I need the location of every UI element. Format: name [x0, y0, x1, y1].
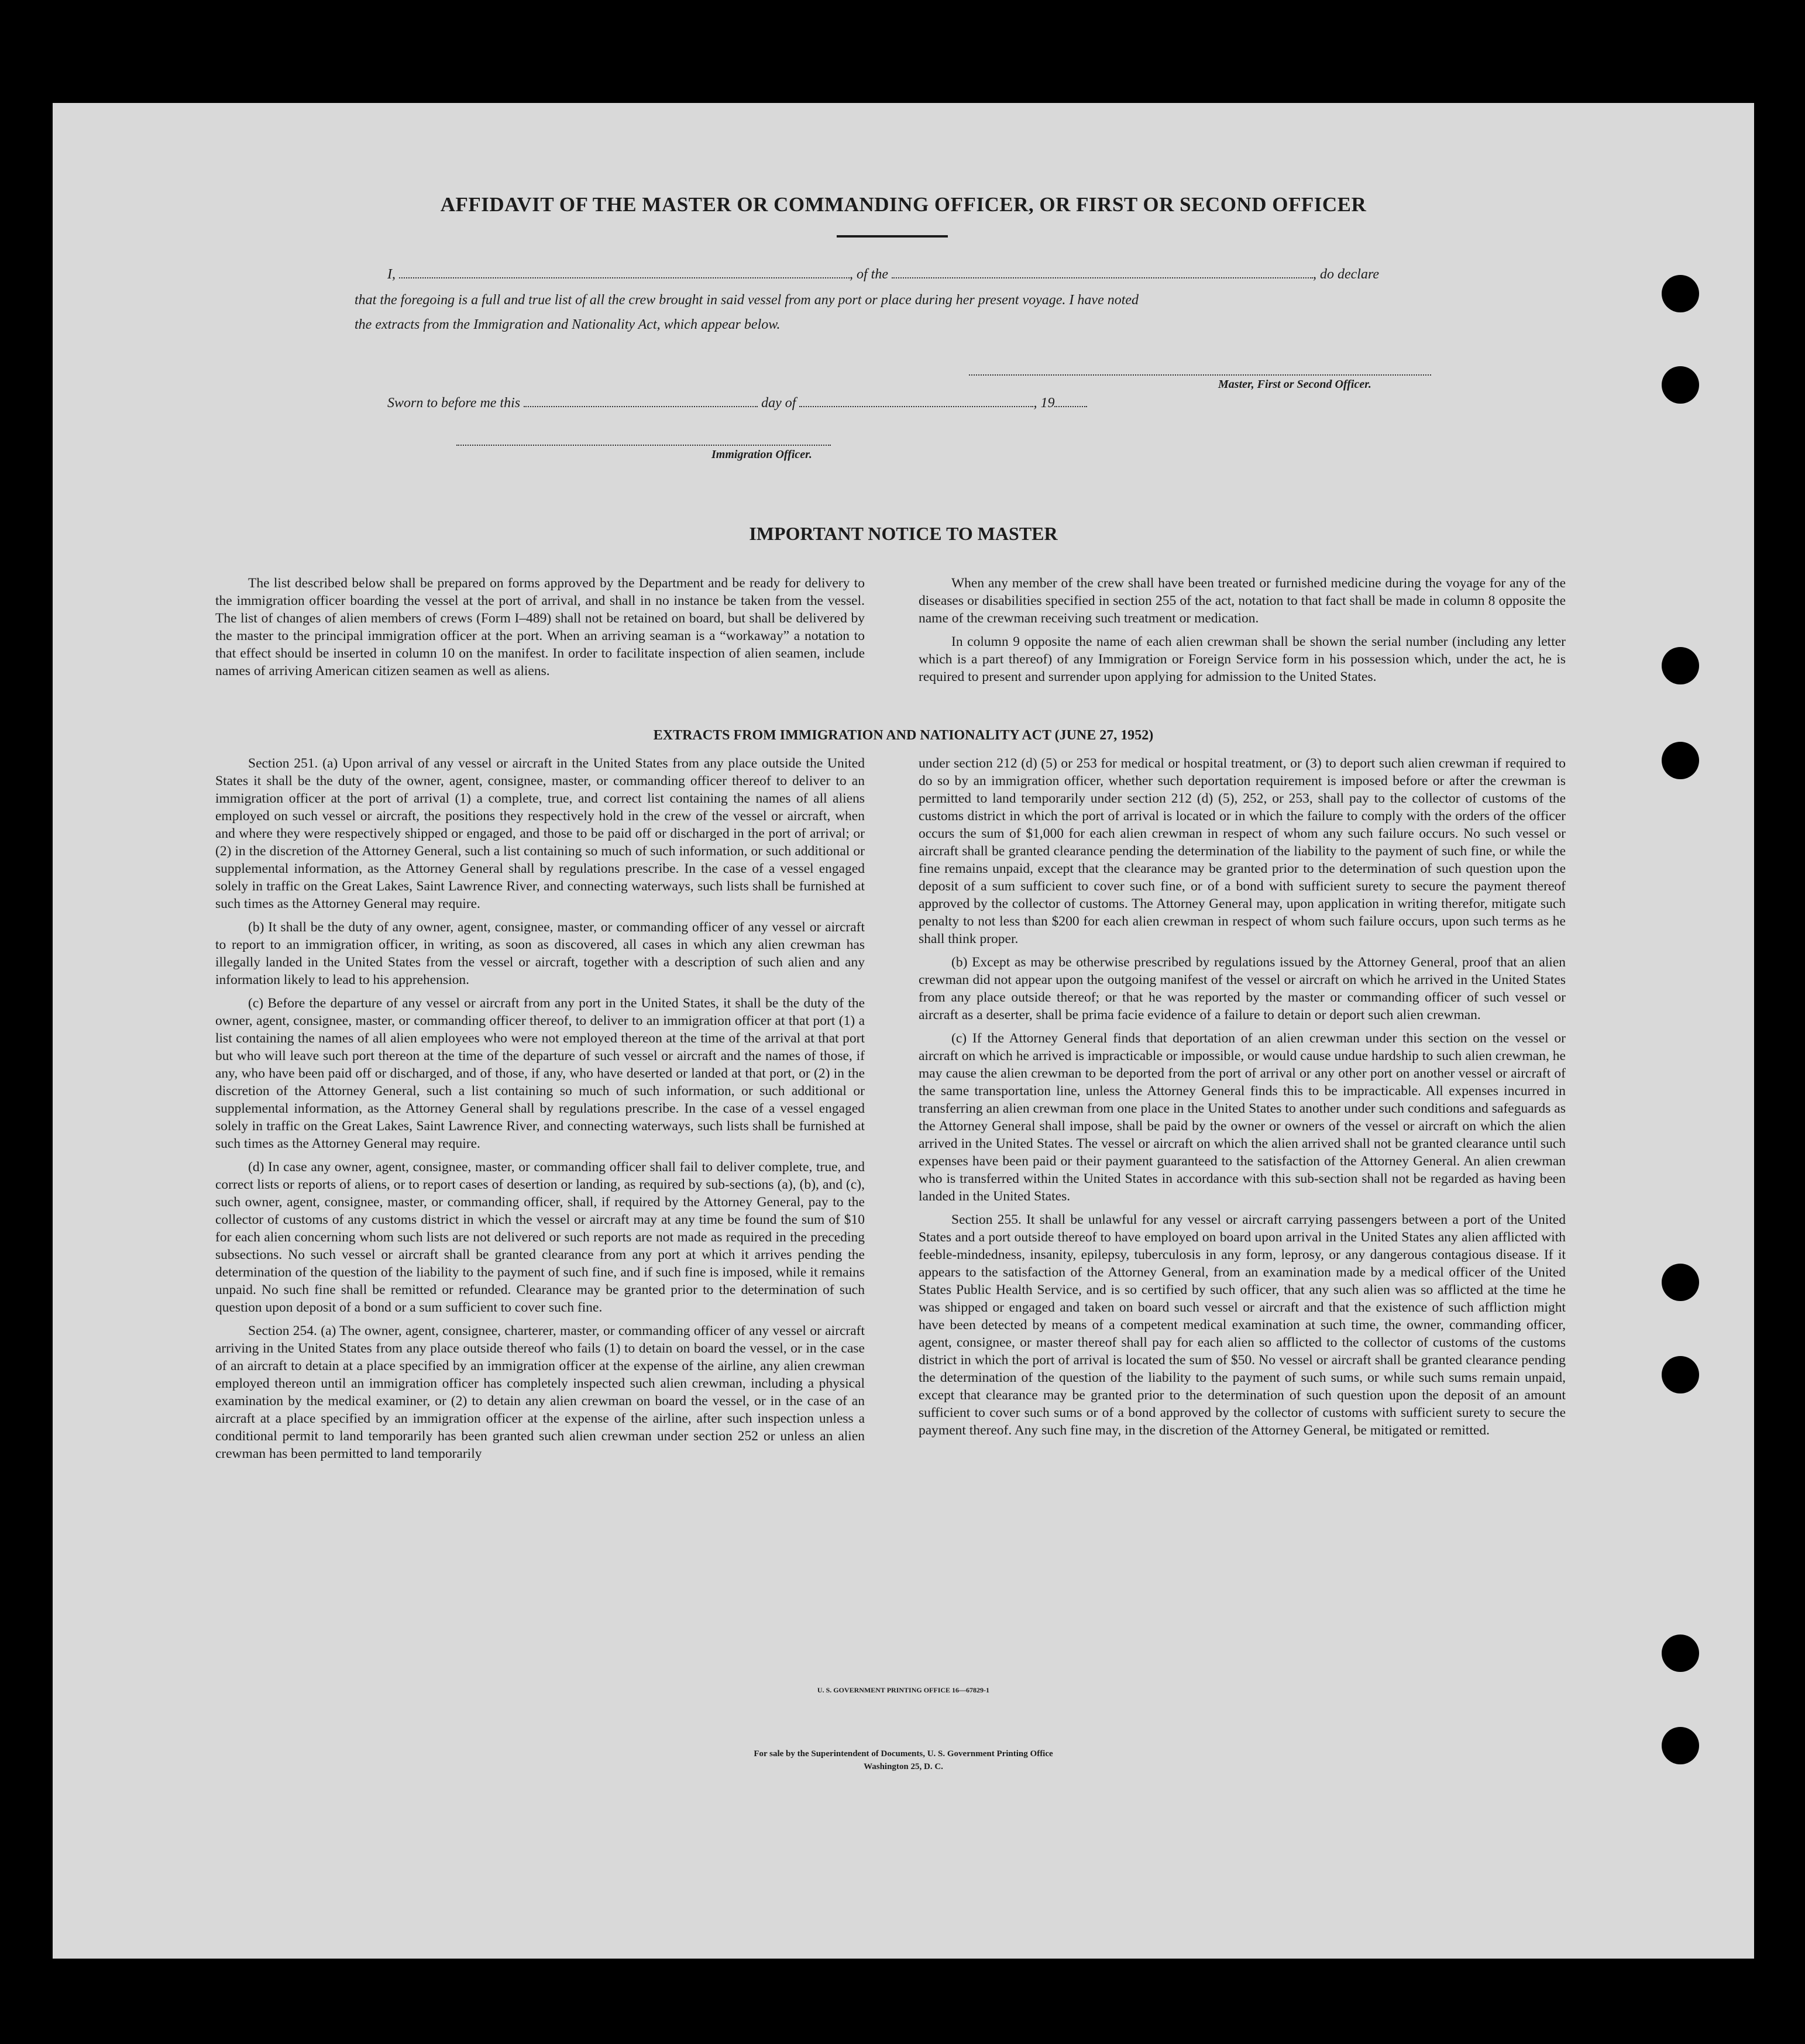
punch-hole — [1662, 275, 1699, 312]
extract-section-254-c: (c) If the Attorney General finds that deportation of an alien crewman under this section on the vessel or aircraft on which he arrived is impracticable or impossible, or would cause undue hardship to such alien crewman, he may cause the alien crewman to be deported from the port of arrival or any other port on another vessel or aircraft of the same transportation line, unless the Attorney General finds this to be impracticable. All expenses incurred in transferring an alien crewman from one place in the United States to another under such conditions and safeguards as the Attorney General shall impose, shall be paid by the owner or owners of the vessel or aircraft on which the alien arrived in the United States. The vessel or aircraft on which the alien arrived shall not be granted clearance until such expenses have been paid or their payment guaranteed to the satisfaction of the Attorney General. An alien crewman who is transferred within the United States in accordance with this sub-section shall not be regarded as having been landed in the United States. — [919, 1031, 1566, 1204]
do-declare-label: , do declare — [1313, 267, 1380, 282]
extract-section-251-c: (c) Before the departure of any vessel or aircraft from any port in the United States, it shall be the duty of the owner, agent, consignee, master, or commanding officer thereof, to deliver to an immigration officer at that port (1) a list containing the names of all alien employees who were not employed thereon at the time of the arrival at that port but who will leave such port thereon at the time of the departure of such vessel or aircraft and the names of those, if any, who have been paid off or discharged, and of those, if any, who have deserted or landed at that port, or (2) in the discretion of the Attorney General, such a list containing so much of such information, or such additional or supplemental information, as the Attorney General shall by regulations prescribe. In the case of a vessel engaged solely in traffic on the Great Lakes, Saint Lawrence River, and connecting waterways, such lists shall be furnished at such times as the Attorney General may require. — [215, 996, 865, 1151]
extract-section-255: Section 255. It shall be unlawful for any vessel or aircraft carrying passengers between a port of the United States and a port outside thereof to have employed on board upon arrival in the United States any alien afflicted with feeble-mindedness, insanity, epilepsy, tuberculosis in any form, leprosy, or any dangerous contagious disease. If it appears to the satisfaction of the Attorney General, from an examination made by a medical officer of the United States Public Health Service, and is so certified by such officer, that any such alien was so afflicted at the time he was shipped or engaged and taken on board such vessel or aircraft and that the existence of such affliction might have been detected by means of a competent medical examination at such time, the owner, commanding officer, agent, consignee, or master thereof shall pay for each alien so afflicted to the collector of customs of the customs district in which the port of arrival is located the sum of $50. No vessel or aircraft shall be granted clearance pending the determination of the question of the liability to the payment of such sums, or while such sums remain unpaid, except that clearance may be granted prior to the determination of such question upon the deposit of an amount sufficient to cover such sums or of a bond approved by the collector of customs with sufficient surety to secure the payment thereof. Any such fine may, in the discretion of the Attorney General, be mitigated or remitted. — [919, 1212, 1566, 1438]
vessel-field[interactable] — [892, 267, 1313, 278]
sale-notice-line-1: For sale by the Superintendent of Documents, U. S. Government Printing Office — [754, 1749, 1053, 1759]
sworn-label: Sworn to before me this — [387, 395, 521, 411]
extract-section-251-b: (b) It shall be the duty of any owner, agent, consignee, master, or commanding officer of any vessel or aircraft to report to an immigration officer, in writing, as soon as discovered, all cases in which any alien crewman has illegally landed in the United States from the vessel or aircraft, together with a description of such alien and any information likely to lead to his apprehension. — [215, 920, 865, 987]
year-label: , 19 — [1033, 395, 1055, 411]
extract-section-251-a: Section 251. (a) Upon arrival of any vessel or aircraft in the United States from any place outside the United States it shall be the duty of the owner, agent, consignee, master, or commanding officer thereof to deliver to an immigration officer at the port of arrival (1) a complete, true, and correct list containing the names of all aliens employed on such vessel or aircraft, the positions they respectively hold in the crew of the vessel or aircraft, when and where they were respectively shipped or engaged, and those to be paid off or discharged in the port of arrival; or (2) in the discretion of the Attorney General, such a list containing so much of such information, or such additional or supplemental information, as the Attorney General shall by regulations prescribe. In the case of a vessel engaged solely in traffic on the Great Lakes, Saint Lawrence River, and connecting waterways, such lists shall be furnished at such times as the Attorney General may require. — [215, 756, 865, 911]
punch-hole — [1662, 366, 1699, 404]
immigration-officer-signature-line[interactable] — [456, 445, 831, 446]
punch-hole — [1662, 1356, 1699, 1393]
notice-right-paragraph-2: In column 9 opposite the name of each alien crewman shall be shown the serial number (including any letter which is a part thereof) of any Immigration or Foreign Service form in his possession which, under the act, he is required to present and surrender upon applying for admission to the United States. — [919, 634, 1566, 684]
declaration-line — [387, 267, 1440, 283]
extract-section-251-d: (d) In case any owner, agent, consignee, master, or commanding officer shall fail to deliver complete, true, and correct lists or reports of aliens, or to report cases of desertion or landing, as required by sub-sections (a), (b), and (c), such owner, agent, consignee, master, or commanding officer, shall, if required by the Attorney General, pay to the collector of customs of any customs district in which the vessel or aircraft may at any time be found the sum of $10 for each alien concerning whom such lists are not delivered or such reports are not made as required in the preceding subsections. No such vessel or aircraft shall be granted clearance from any port at which it arrives pending the determination of the question of the liability to the payment of such fine, and if such fine is imposed, while it remains unpaid. No such fine shall be remitted or refunded. Clearance may be granted prior to the determination of such question upon deposit of a bond or a sum sufficient to cover such fine. — [215, 1159, 865, 1315]
declaration-statement-1: that the foregoing is a full and true list of all the crew brought in said vessel from any port or place during her present voyage. I have noted — [355, 293, 1139, 308]
extracts-right-column — [919, 755, 1566, 1445]
sworn-year-field[interactable] — [1054, 395, 1087, 407]
form-page — [53, 103, 1754, 1959]
notice-right-paragraph-1: When any member of the crew shall have been treated or furnished medicine during the voyage for any of the diseases or disabilities specified in section 255 of the act, notation to that fact shall be made in column 8 opposite the name of the crewman receiving such treatment or medication. — [919, 576, 1566, 626]
i-label: I, — [387, 267, 396, 282]
punch-hole — [1662, 647, 1699, 684]
affidavit-title: AFFIDAVIT OF THE MASTER OR COMMANDING OFFICER, OR FIRST OR SECOND OFFICER — [440, 193, 1367, 216]
sale-notice-line-2: Washington 25, D. C. — [864, 1762, 943, 1771]
sworn-day-field[interactable] — [524, 395, 758, 407]
master-signature-line[interactable] — [969, 374, 1431, 376]
punch-hole — [1662, 1264, 1699, 1301]
notice-left-column — [215, 574, 865, 686]
extract-section-254-a-cont: under section 212 (d) (5) or 253 for medical or hospital treatment, or (3) to deport such alien crewman if required to do so by an immigration officer, whether such deportation requirement is imposed before or after the crewman is permitted to land temporarily under section 212 (d) (5), 252, or 253, shall pay to the collector of customs of the customs district in which the port of arrival is located or in which the failure to comply with the orders of the officer occurs the sum of $1,000 for each alien crewman in respect of whom any such failure occurs. No such vessel or aircraft shall be granted clearance pending the determination of the liability to the payment of such fine, or while the fine remains unpaid, except that the clearance may be granted prior to the determination of such question upon the deposit of a sum sufficient to cover such fine, or of a bond with sufficient surety to secure the payment thereof approved by the collector of customs. The Attorney General may, upon application in writing therefor, mitigate such penalty to not less than $200 for each alien crewman in respect of whom such failure occurs, upon such terms as he shall think proper. — [919, 756, 1566, 947]
title-rule — [837, 235, 948, 238]
extracts-left-column — [215, 755, 865, 1468]
punch-hole — [1662, 742, 1699, 779]
sworn-month-field[interactable] — [799, 395, 1033, 407]
sworn-line — [387, 395, 1087, 411]
master-signature-label: Master, First or Second Officer. — [1218, 378, 1371, 391]
name-field[interactable] — [399, 267, 850, 278]
extract-section-254-a: Section 254. (a) The owner, agent, consignee, charterer, master, or commanding officer of any vessel or aircraft arriving in the United States from any place outside thereof who fails (1) to detain on board the vessel, or in the case of an aircraft to detain at a place specified by an immigration officer at the expense of the airline, any alien crewman employed thereon until an immigration officer has completely inspected such alien crewman, including a physical examination by the medical examiner, or (2) to detain any alien crewman on board the vessel, or in the case of an aircraft at a place specified by an immigration officer at the expense of the airline, after such inspection unless a conditional permit to land temporarily has been granted such alien crewman under section 252 or unless an alien crewman has been permitted to land temporarily — [215, 1323, 865, 1461]
gpo-imprint: U. S. GOVERNMENT PRINTING OFFICE 16—67829-1 — [817, 1686, 990, 1694]
immigration-officer-label: Immigration Officer. — [711, 448, 812, 461]
notice-right-column — [919, 574, 1566, 691]
notice-left-paragraph: The list described below shall be prepared on forms approved by the Department and be ready for delivery to the immigration officer boarding the vessel at the port of arrival, and shall in no instance be taken from the vessel. The list of changes of alien members of crews (Form I–489) shall not be retained on board, but shall be delivered by the master to the principal immigration officer at the port. When an arriving seaman is a “workaway” a notation to that effect should be inserted in column 10 on the manifest. In order to facilitate inspection of alien seamen, include names of arriving American citizen seamen as well as aliens. — [215, 576, 865, 679]
notice-heading: IMPORTANT NOTICE TO MASTER — [749, 523, 1058, 544]
extract-section-254-b: (b) Except as may be otherwise prescribed by regulations issued by the Attorney General, proof that an alien crewman did not appear upon the outgoing manifest of the vessel or aircraft on which he arrived in the United States from any place outside thereof; or that he was reported by the master or commanding officer of such vessel or aircraft as a deserter, shall be prima facie evidence of a failure to detain or deport such alien crewman. — [919, 955, 1566, 1023]
of-the-label: , of the — [850, 267, 888, 282]
day-of-label: day of — [761, 395, 796, 411]
declaration-statement-2: the extracts from the Immigration and Nationality Act, which appear below. — [355, 317, 781, 332]
punch-hole — [1662, 1634, 1699, 1672]
extracts-heading: EXTRACTS FROM IMMIGRATION AND NATIONALITY ACT (JUNE 27, 1952) — [653, 728, 1154, 743]
